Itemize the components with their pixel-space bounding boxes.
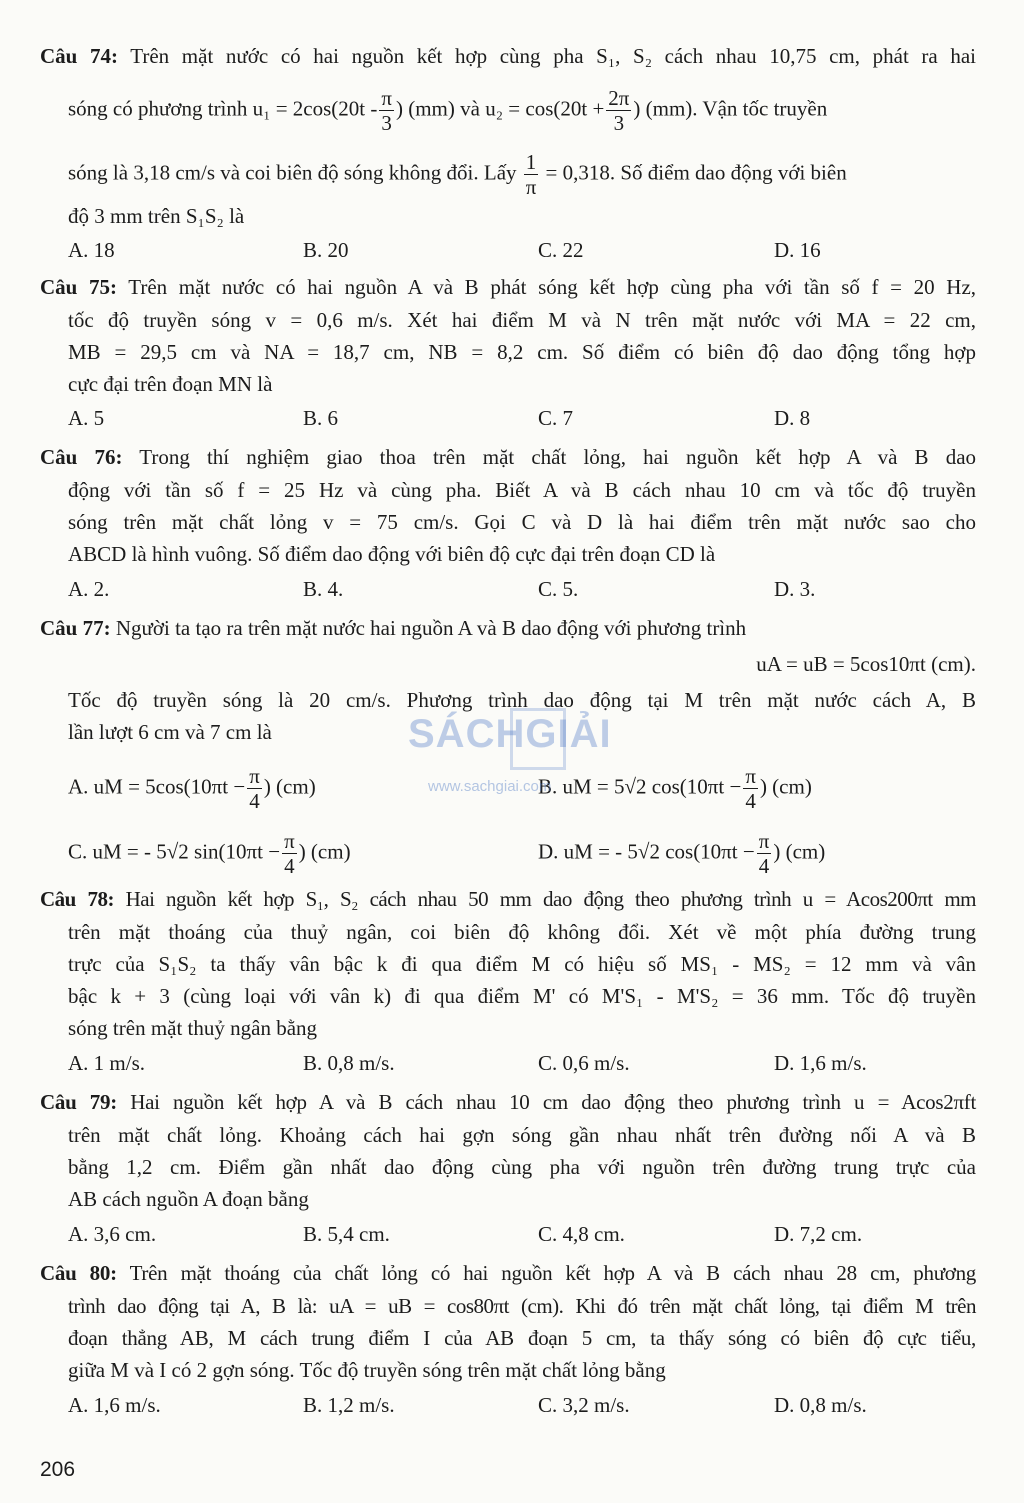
q75-option-d: D. 8 bbox=[774, 406, 811, 430]
q74-line-2: sóng có phương trình u₁ = 2cos(20t - $\frac{\pi}{3}$ ) (mm) và u₂ = cos(20t + $\frac{2\pi}{3}$ ) (mm). Vận tốc truyền bbox=[68, 86, 828, 135]
q80-option-c: C. 3,2 m/s. bbox=[538, 1393, 630, 1417]
fraction-pi-4: $\frac{\pi}{4}$ bbox=[284, 829, 295, 878]
q77-line-1: Câu 77: Người ta tạo ra trên mặt nước hai nguồn A và B dao động với phương trình bbox=[40, 616, 747, 640]
q76-line-2: động với tần số f = 25 Hz và cùng pha. Biết A và B cách nhau 10 cm và tốc độ truyền bbox=[68, 478, 976, 502]
q76-label: Câu 76: bbox=[40, 445, 123, 469]
q79-option-b: B. 5,4 cm. bbox=[303, 1222, 390, 1246]
q77-line-3: Tốc độ truyền sóng là 20 cm/s. Phương trình dao động tại M trên mặt nước cách A, B bbox=[68, 688, 976, 712]
fraction-pi-4: $\frac{\pi}{4}$ bbox=[745, 764, 756, 813]
q74-option-c: C. 22 bbox=[538, 238, 584, 262]
q80-line-1: Câu 80: Trên mặt thoáng của chất lỏng có hai nguồn kết hợp A và B cách nhau 28 cm, phương bbox=[40, 1261, 976, 1285]
q78-line-1: Câu 78: Hai nguồn kết hợp S₁, S₂ cách nhau 50 mm dao động theo phương trình u = Acos200πt mm bbox=[40, 887, 977, 911]
q74-option-a: A. 18 bbox=[68, 238, 115, 262]
q79-label: Câu 79: bbox=[40, 1090, 117, 1114]
q77-equation: uA = uB = 5cos10πt (cm). bbox=[756, 652, 976, 676]
q79-option-a: A. 3,6 cm. bbox=[68, 1222, 157, 1246]
q78-option-d: D. 1,6 m/s. bbox=[774, 1051, 867, 1075]
q75-line-1: Câu 75: Trên mặt nước có hai nguồn A và B phát sóng kết hợp cùng pha với tần số f = 20 Hz, bbox=[40, 275, 977, 299]
q76-line-4: ABCD là hình vuông. Số điểm dao động với biên độ cực đại trên đoạn CD là bbox=[68, 542, 716, 566]
q75-option-a: A. 5 bbox=[68, 406, 105, 430]
q77-line-4: lần lượt 6 cm và 7 cm là bbox=[68, 720, 272, 744]
q80-option-a: A. 1,6 m/s. bbox=[68, 1393, 161, 1417]
q79-line-4: AB cách nguồn A đoạn bằng bbox=[68, 1187, 309, 1211]
q79-line-3: bằng 1,2 cm. Điểm gần nhất dao động cùng pha với nguồn trên đường trung trực của bbox=[68, 1155, 976, 1179]
q76-option-b: B. 4. bbox=[303, 577, 344, 601]
q79-option-c: C. 4,8 cm. bbox=[538, 1222, 625, 1246]
fraction-2pi-3: $\frac{2\pi}{3}$ bbox=[608, 86, 630, 135]
watermark-logo: SÁCHGIẢI bbox=[408, 712, 612, 756]
fraction-pi-4: $\frac{\pi}{4}$ bbox=[758, 829, 770, 878]
q74-option-d: D. 16 bbox=[774, 238, 821, 262]
q77-option-a: A. uM = 5cos(10πt − $\frac{\pi}{4}$ ) (cm) bbox=[68, 764, 316, 813]
q78-label: Câu 78: bbox=[40, 887, 114, 911]
q75-line-3: MB = 29,5 cm và NA = 18,7 cm, NB = 8,2 cm. Số điểm có biên độ dao động tổng hợp bbox=[68, 340, 976, 364]
q80-option-d: D. 0,8 m/s. bbox=[774, 1393, 867, 1417]
q75-label: Câu 75: bbox=[40, 275, 117, 299]
q79-option-d: D. 7,2 cm. bbox=[774, 1222, 863, 1246]
q74-option-b: B. 20 bbox=[303, 238, 349, 262]
q76-line-3: sóng trên mặt chất lỏng v = 75 cm/s. Gọi C và D là hai điểm trên mặt nước sao cho bbox=[68, 510, 976, 534]
fraction-1-pi: $\frac{1}{\pi}$ bbox=[525, 150, 537, 199]
q76-option-c: C. 5. bbox=[538, 577, 579, 601]
q78-line-5: sóng trên mặt thuỷ ngân bằng bbox=[68, 1016, 318, 1040]
q80-option-b: B. 1,2 m/s. bbox=[303, 1393, 395, 1417]
q77-option-c: C. uM = - 5√2 sin(10πt − $\frac{\pi}{4}$ ) (cm) bbox=[68, 829, 351, 878]
q75-option-b: B. 6 bbox=[303, 406, 339, 430]
q74-label: Câu 74: bbox=[40, 44, 118, 68]
watermark-url: www.sachgiai.com bbox=[428, 778, 552, 795]
q79-line-1: Câu 79: Hai nguồn kết hợp A và B cách nhau 10 cm dao động theo phương trình u = Acos2πft bbox=[40, 1090, 976, 1114]
q80-line-4: giữa M và I có 2 gợn sóng. Tốc độ truyền sóng trên mặt chất lỏng bằng bbox=[68, 1358, 666, 1382]
q77-option-b: B. uM = 5√2 cos(10πt − $\frac{\pi}{4}$ ) (cm) bbox=[538, 764, 812, 813]
q78-option-c: C. 0,6 m/s. bbox=[538, 1051, 630, 1075]
q74-line-4: độ 3 mm trên S₁S₂ là bbox=[68, 204, 245, 228]
q75-line-4: cực đại trên đoạn MN là bbox=[68, 372, 273, 396]
q78-option-b: B. 0,8 m/s. bbox=[303, 1051, 395, 1075]
q80-line-2: trình dao động tại A, B là: uA = uB = cos80πt (cm). Khi đó trên mặt chất lỏng, tại điểm M trên bbox=[68, 1294, 976, 1318]
q76-line-1: Câu 76: Trong thí nghiệm giao thoa trên mặt chất lỏng, hai nguồn kết hợp A và B dao bbox=[40, 445, 977, 469]
q74-line-3: sóng là 3,18 cm/s và coi biên độ sóng không đổi. Lấy $\frac{1}{\pi}$ = 0,318. Số điểm dao động với biên bbox=[68, 150, 847, 199]
q77-label: Câu 77: bbox=[40, 616, 111, 640]
q77-option-d: D. uM = - 5√2 cos(10πt − $\frac{\pi}{4}$ ) (cm) bbox=[538, 829, 826, 878]
q74-line-1: Câu 74: Trên mặt nước có hai nguồn kết hợp cùng pha S₁, S₂ cách nhau 10,75 cm, phát ra hai bbox=[40, 44, 977, 68]
q79-line-2: trên mặt chất lỏng. Khoảng cách hai gợn sóng gần nhau nhất trên đường nối A và B bbox=[68, 1123, 976, 1147]
q76-option-d: D. 3. bbox=[774, 577, 816, 601]
page-number: 206 bbox=[40, 1458, 76, 1481]
fraction-pi-4: $\frac{\pi}{4}$ bbox=[249, 764, 260, 813]
q80-label: Câu 80: bbox=[40, 1261, 117, 1285]
q75-line-2: tốc độ truyền sóng v = 0,6 m/s. Xét hai điểm M và N trên mặt nước với MA = 22 cm, bbox=[68, 308, 976, 332]
q78-line-4: bậc k + 3 (cùng loại với vân k) đi qua điểm M' có M'S₁ - M'S₂ = 36 mm. Tốc độ truyền bbox=[68, 984, 976, 1008]
q75-option-c: C. 7 bbox=[538, 406, 574, 430]
q78-line-2: trên mặt thoáng của thuỷ ngân, coi biên độ không đổi. Xét về một phía đường trung bbox=[68, 920, 976, 944]
fraction-pi-3: $\frac{\pi}{3}$ bbox=[381, 86, 392, 135]
q76-option-a: A. 2. bbox=[68, 577, 110, 601]
q78-option-a: A. 1 m/s. bbox=[68, 1051, 146, 1075]
q78-line-3: trực của S₁S₂ ta thấy vân bậc k đi qua điểm M có hiệu số MS₁ - MS₂ = 12 mm và vân bbox=[68, 952, 976, 976]
q80-line-3: đoạn thẳng AB, M cách trung điểm I của AB đoạn 5 cm, ta thấy sóng có biên độ cực tiểu, bbox=[68, 1326, 976, 1350]
